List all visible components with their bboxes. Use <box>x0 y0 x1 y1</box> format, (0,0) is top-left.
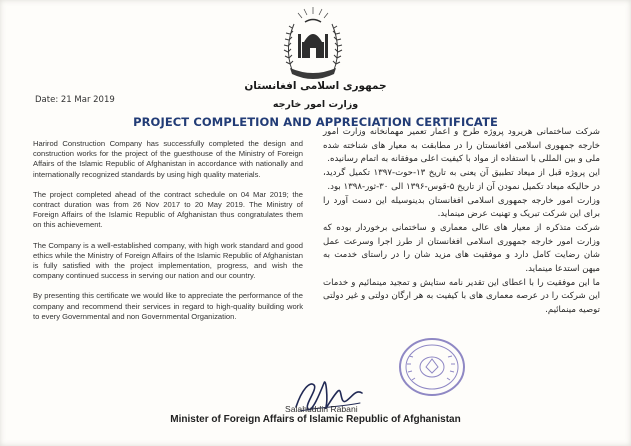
arabic-paragraph: شرکت متذکره از معیار های عالی معماری و ساختمانی برخوردار بوده که وزارت امور خارجه جمهوری اسلامی افغانستان از طرز اجرا وسرعت عمل شان رضایت کامل دارد و موفقیت های مزید شان را در راستای خدمت به میهن استدعا مینماید. <box>323 222 600 275</box>
english-paragraph: Harirod Construction Company has successfully completed the design and construction works for the project of the guesthouse of the Ministry of Foreign Affairs of the Islamic Republic of Afghanistan in accordance with nationally and internationally recognized standards by using high quality materials. <box>33 139 303 179</box>
minister-title: Minister of Foreign Affairs of Islamic Republic of Afghanistan <box>170 414 461 425</box>
arabic-paragraph: شرکت ساختمانی هریرود پروژه طرح و اعمار تعمیر مهمانخانه وزارت امور خارجه جمهوری اسلامی افغانستان را در مطابقت به معیار های شناخته شده ملی و بین المللی با استفاده از مواد با کیفیت اعلی موفقانه به اتمام رسانیده. <box>323 127 600 165</box>
arabic-paragraph: ما این موفقیت را با اعطای این تقدیر نامه ستایش و تمجید مینمائیم و خدمات این شرکت را در عرصه معماری های با کیفیت به هر ارگان دولتی و غیر دولتی توصیه مینمائیم. <box>323 277 600 316</box>
arabic-ministry-title: وزارت امور خارجه <box>272 99 359 110</box>
arabic-paragraph: وزارت امور خارجه جمهوری اسلامی افغانستان بدینوسیله این دست آورد را برای این شرکت تبریک و تهنیت عرض مینماید. <box>323 195 600 220</box>
afghanistan-emblem-icon <box>280 4 346 84</box>
english-body <box>33 139 303 332</box>
english-paragraph: The Company is a well-established company, with high work standard and good ethics while the Ministry of Foreign Affairs of the Islamic Republic of Afghanistan is fully satisfied with the project implementation, progress, and wish the company continued success in serving our nation and our country. <box>33 240 303 281</box>
certificate-title: PROJECT COMPLETION AND APPRECIATION CERTIFICATE <box>133 115 498 129</box>
english-paragraph: The project completed ahead of the contract schedule on 04 Mar 2019; the contract duration was from 26 Nov 2017 to 20 May 2019. The Ministry of Foreign Affairs of the Islamic Republic of Afghanistan thus congratulates them on this achievement. <box>33 189 303 230</box>
certificate-date: Date: 21 Mar 2019 <box>35 95 115 105</box>
arabic-paragraph: این پروژه قبل از میعاد تطبیق آن یعنی به تاریخ ۱۳-حوت-۱۳۹۷ تکمیل گردید، در حالیکه میعاد تکمیل نمودن آن از تاریخ ۵-قوس-۱۳۹۶ الی ۳۰-ثور-۱۳۹۸ بود. <box>323 168 600 192</box>
arabic-body <box>323 126 600 318</box>
arabic-country-title: جمهوری اسلامی افغانستان <box>244 80 387 92</box>
official-stamp-icon <box>397 336 467 398</box>
signer-name: Salahuddin Rabani <box>285 404 358 414</box>
english-paragraph: By presenting this certificate we would like to appreciate the performance of the company and recommend their services in regard to high-quality building work to every Governmental and non Governmental Organization. <box>33 291 303 321</box>
